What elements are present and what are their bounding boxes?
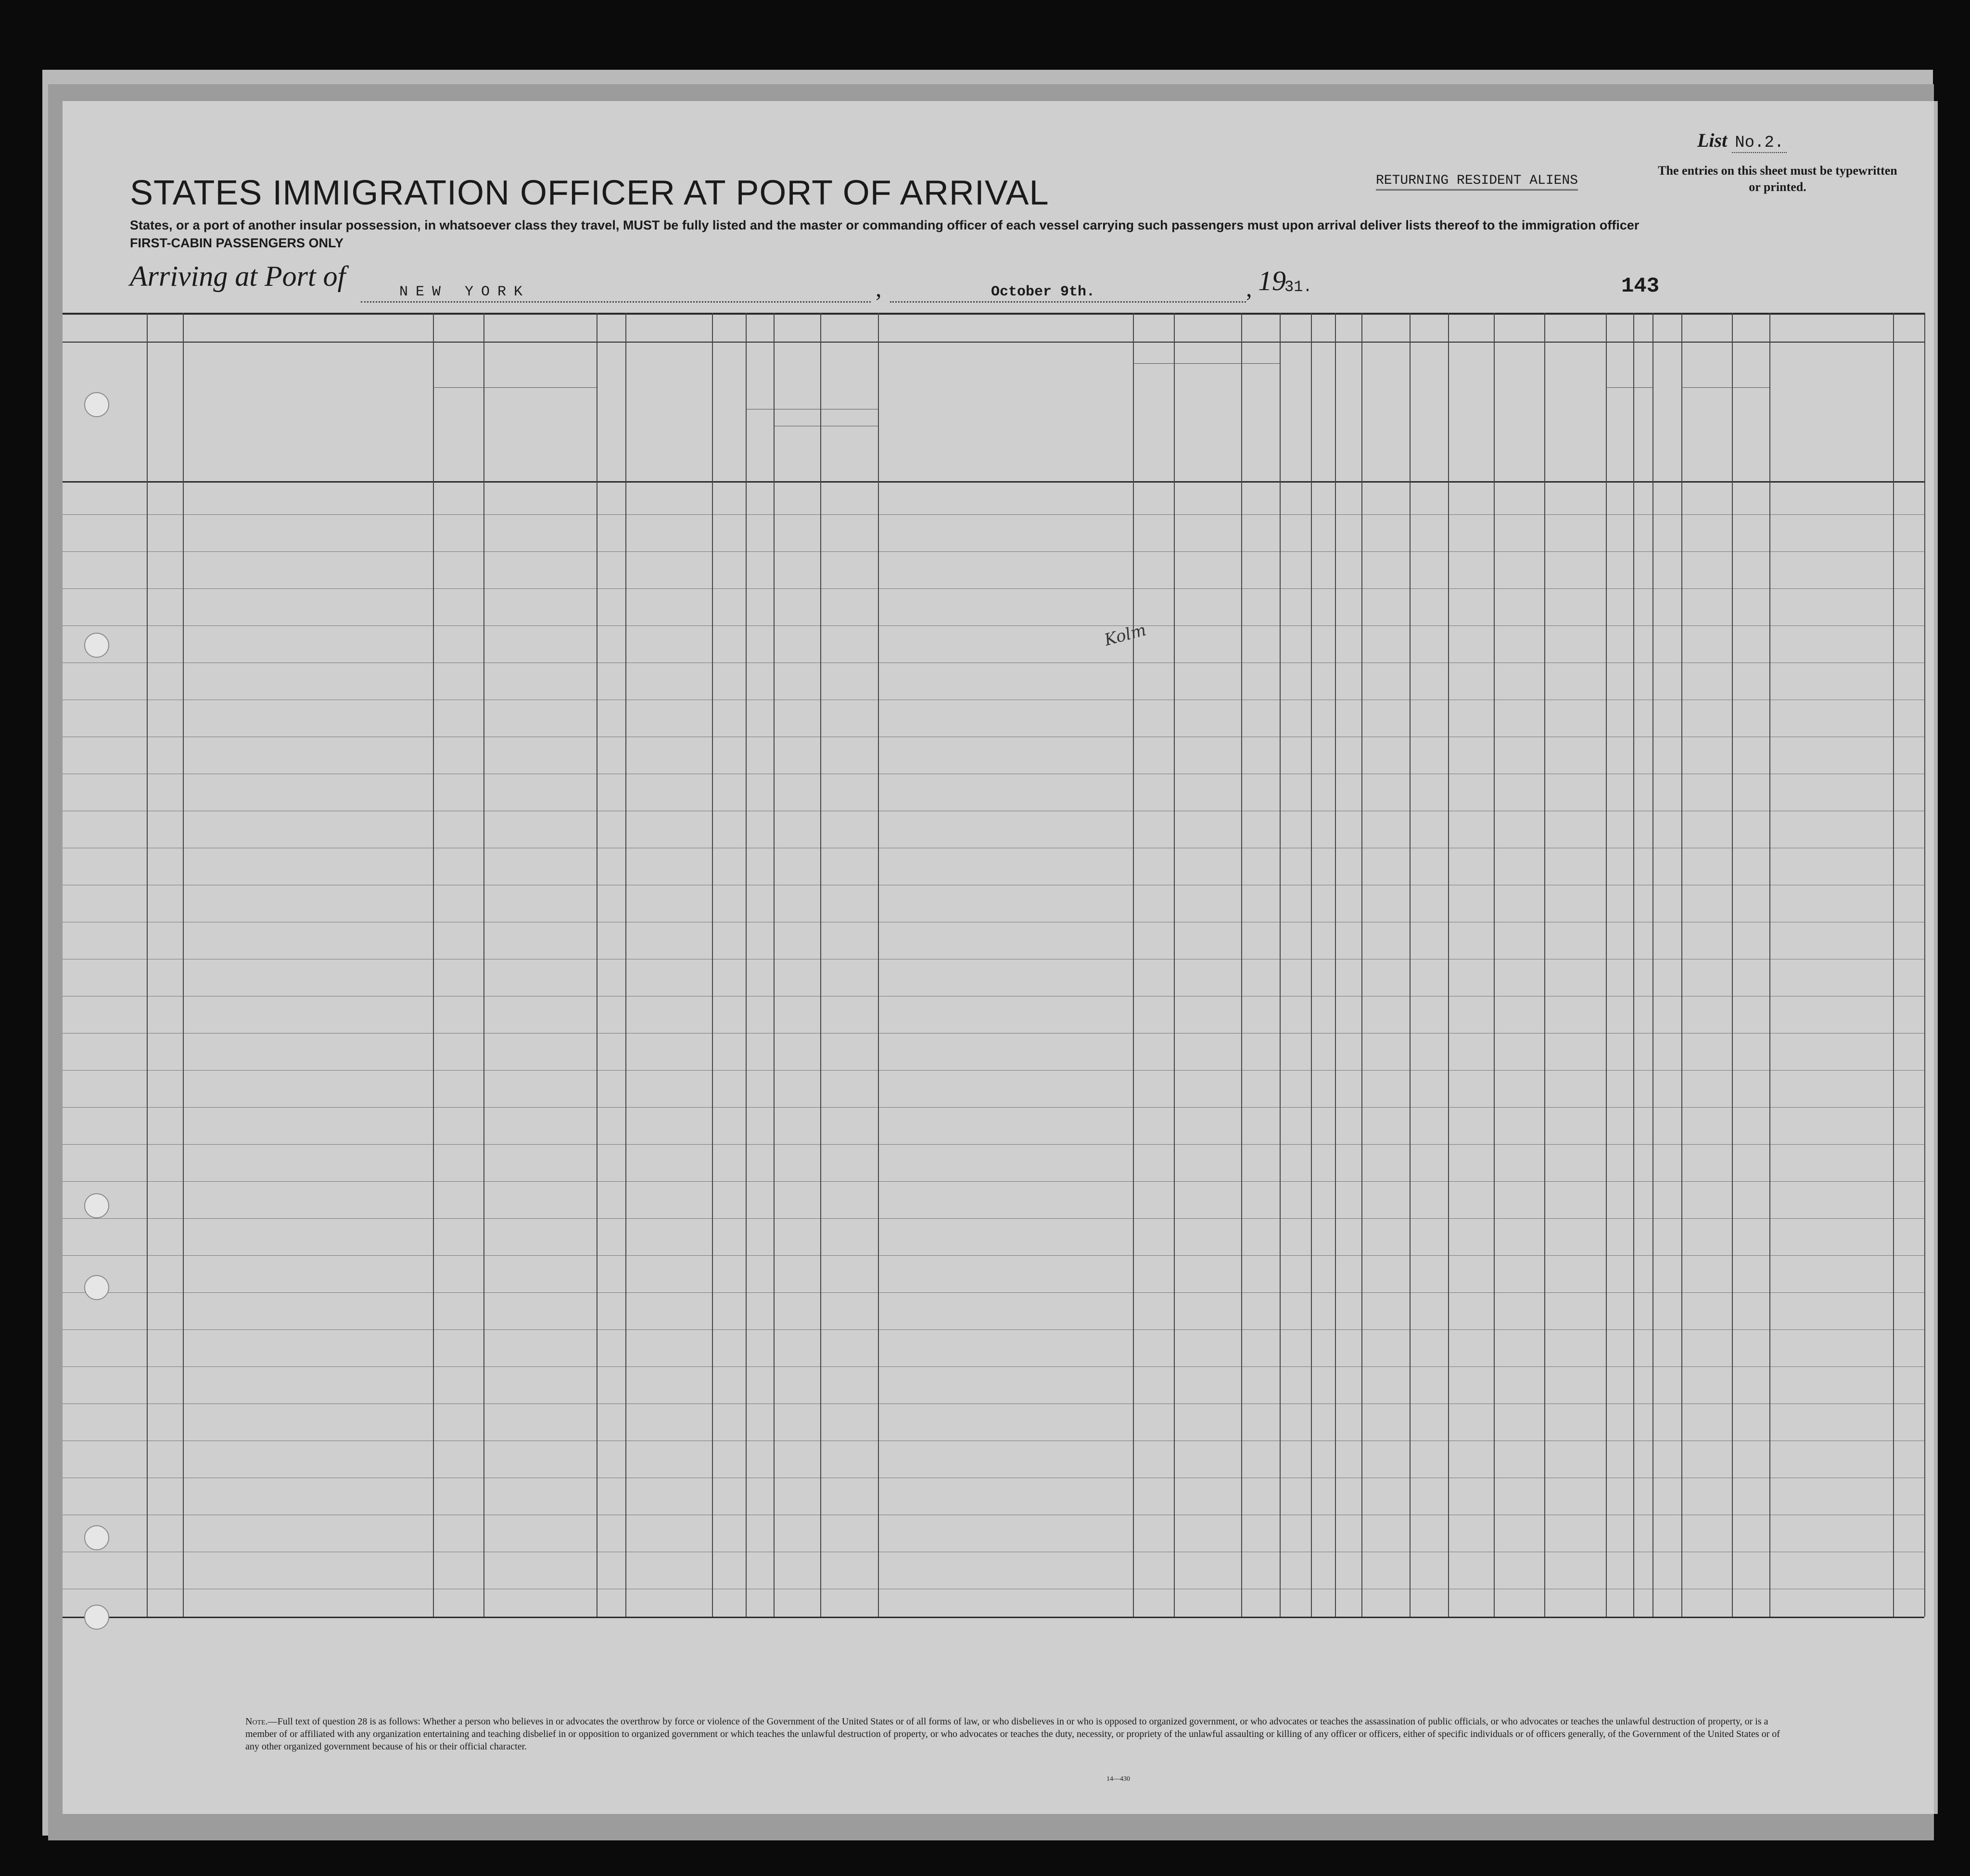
column-rule xyxy=(878,313,879,1617)
header-purpose-a xyxy=(1134,368,1172,476)
column-rule xyxy=(774,313,775,1617)
header-inches xyxy=(1635,395,1651,476)
column-rule xyxy=(820,313,821,1617)
purpose-rule xyxy=(1133,363,1280,364)
binder-hole xyxy=(84,1605,109,1630)
row-rule xyxy=(63,588,1924,589)
column-rule xyxy=(1544,313,1545,1617)
row-rule xyxy=(63,1329,1924,1330)
row-rule xyxy=(63,1144,1924,1145)
header-q29 xyxy=(1411,346,1447,479)
row-rule xyxy=(63,1366,1924,1367)
binder-hole xyxy=(84,1525,109,1550)
intro-text: States, or a port of another insular possession, in whatsoever class they travel, MUST be fully listed and the master or commanding officer of each vessel carrying such passengers must upon arrival deliver lists thereof to the immigration officer xyxy=(130,218,1640,232)
row-rule xyxy=(63,625,1924,626)
column-number-rule xyxy=(63,342,1924,343)
header-anarchist xyxy=(1336,346,1360,479)
row-rule xyxy=(63,551,1924,552)
sheet-number: 143 xyxy=(1621,274,1660,298)
color-rule xyxy=(1681,387,1769,388)
form-number: 14—430 xyxy=(1106,1775,1130,1783)
manifest-sheet xyxy=(63,101,1934,1814)
header-prison xyxy=(1281,346,1309,479)
comma: , xyxy=(876,275,882,302)
column-rule xyxy=(1361,313,1362,1617)
header-purpose-c xyxy=(1243,368,1278,476)
port-value: NEW YORK xyxy=(361,284,871,303)
binder-hole xyxy=(84,1275,109,1300)
column-rule xyxy=(1924,313,1925,1617)
column-rule xyxy=(483,313,484,1617)
header-purpose-b xyxy=(1175,368,1240,476)
height-rule xyxy=(1606,387,1652,388)
column-rule xyxy=(1410,313,1411,1617)
typewritten-note: The entries on this sheet must be typewritten or printed. xyxy=(1658,164,1897,194)
header-feet xyxy=(1607,395,1632,476)
first-cabin-label: FIRST-CABIN PASSENGERS ONLY xyxy=(130,236,344,250)
column-rule xyxy=(1681,313,1682,1617)
column-rule xyxy=(433,313,434,1617)
row-rule xyxy=(63,1292,1924,1293)
column-rule xyxy=(1633,313,1634,1617)
list-number: List No.2. xyxy=(1697,129,1787,152)
column-rule xyxy=(1652,313,1653,1617)
header-money xyxy=(713,346,744,479)
column-rule xyxy=(1769,313,1770,1617)
row-rule xyxy=(63,1181,1924,1182)
column-rule xyxy=(712,313,713,1617)
list-number-value: No.2. xyxy=(1732,134,1787,153)
column-rule xyxy=(147,313,148,1617)
row-rule xyxy=(63,1107,1924,1108)
color-split xyxy=(1732,387,1733,481)
header-q30 xyxy=(1449,346,1492,479)
column-rule xyxy=(1241,313,1242,1617)
column-rule xyxy=(1174,313,1175,1617)
year-suffix: 31. xyxy=(1284,278,1312,296)
row-rule xyxy=(63,514,1924,515)
column-rule xyxy=(746,313,747,1617)
header-ticket xyxy=(598,349,624,479)
year-prefix: 19 xyxy=(1258,265,1286,296)
height-split xyxy=(1633,387,1634,481)
header-rule xyxy=(63,313,1924,315)
column-rule xyxy=(1893,313,1894,1617)
binder-hole xyxy=(84,633,109,658)
header-bottom-rule xyxy=(63,481,1924,483)
header-polygamist xyxy=(1312,346,1334,479)
page-title: STATES IMMIGRATION OFFICER AT PORT OF ARRIVAL xyxy=(130,174,1049,212)
column-rule xyxy=(625,313,626,1617)
column-rule xyxy=(183,313,184,1617)
column-rule xyxy=(1311,313,1312,1617)
header-q28 xyxy=(1363,346,1408,479)
comma: , xyxy=(1246,275,1252,302)
column-rule xyxy=(1280,313,1281,1617)
column-rule xyxy=(1448,313,1449,1617)
row-rule xyxy=(63,1218,1924,1219)
column-rule xyxy=(1133,313,1134,1617)
final-destination-rule xyxy=(433,387,597,388)
row-rule xyxy=(63,1033,1924,1034)
column-rule xyxy=(1732,313,1733,1617)
yes-no-split xyxy=(774,409,775,481)
row-rule xyxy=(63,1070,1924,1071)
footnote: Note.—Full text of question 28 is as follows: Whether a person who believes in or advocates the overthrow by force or violence of the Government of the United States or of all forms of law, or who disbelieves in or who is opposed to organized government, or who advocates or teaches the assassination of public officials, or who advocates or teaches the unlawful destruction of property, or is a member of or affiliated with any organization entertaining and teaching disbelief in or opposition to organized government or which teaches the unlawful destruction of property, or who advocates or teaches the duty, necessity, or propriety of the unlawful assaulting or killing of any officer or officers, either of specific individuals or of officers generally, of the Government of the United States or of any other organized government because of his or their official character. xyxy=(245,1716,1780,1752)
arrival-date: October 9th. xyxy=(890,284,1246,303)
table-bottom-rule xyxy=(63,1617,1924,1618)
column-rule xyxy=(1494,313,1495,1617)
returning-stamp: RETURNING RESIDENT ALIENS xyxy=(1376,173,1578,191)
handwritten-annotation: Kolm xyxy=(1102,620,1148,650)
column-rule xyxy=(1606,313,1607,1617)
arriving-label: Arriving at Port of xyxy=(130,260,346,292)
column-rule xyxy=(1335,313,1336,1617)
binder-hole xyxy=(84,1193,109,1218)
row-rule xyxy=(63,1255,1924,1256)
binder-hole xyxy=(84,392,109,417)
